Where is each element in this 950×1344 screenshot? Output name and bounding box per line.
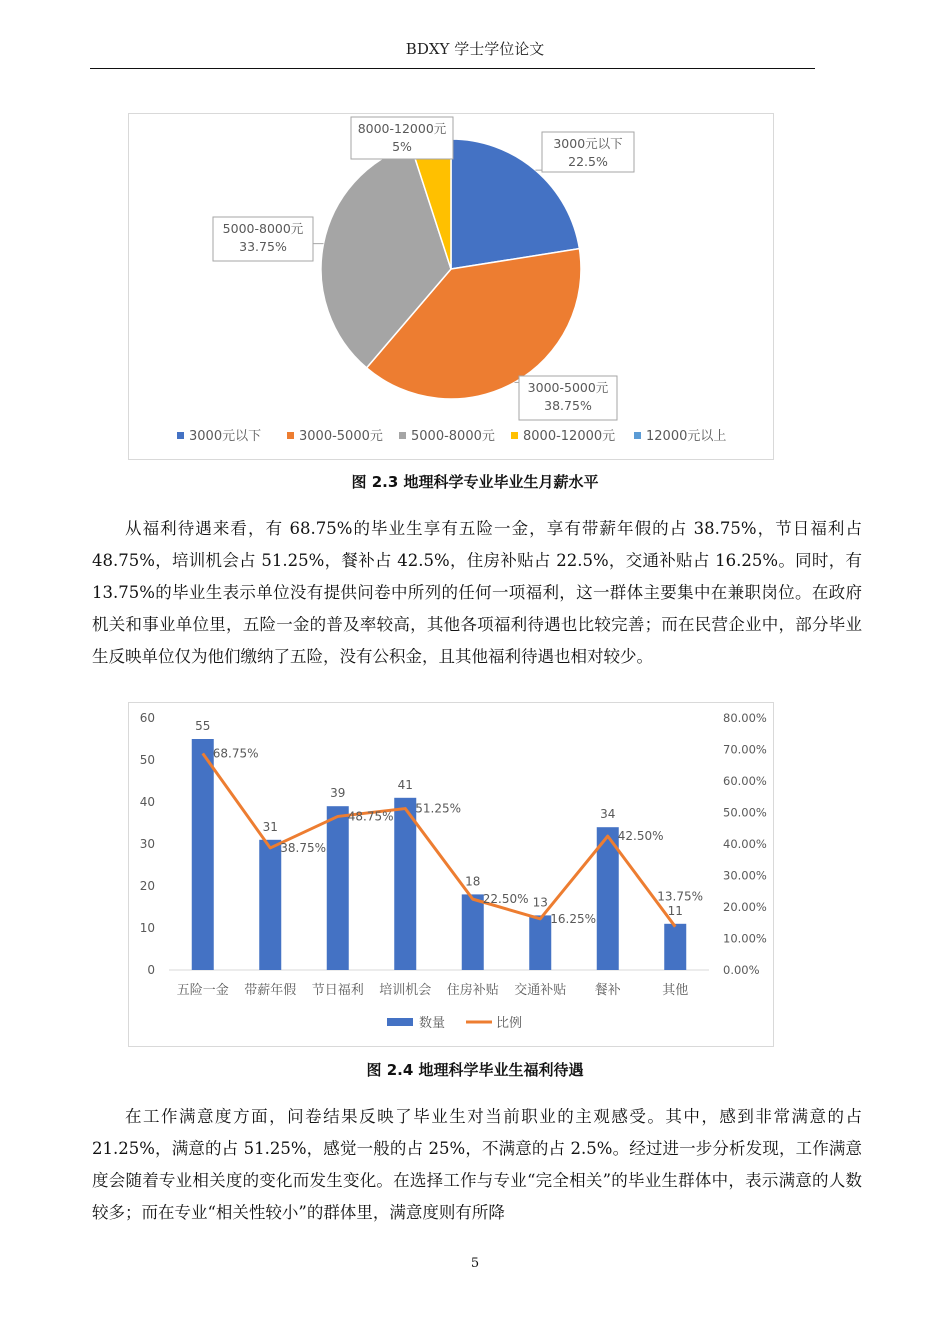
y-right-tick: 70.00%	[723, 742, 767, 757]
y-left-tick: 20	[139, 879, 155, 893]
data-label-category: 3000元以下	[553, 136, 623, 151]
x-tick-label: 带薪年假	[244, 983, 297, 998]
line-value-label: 68.75%	[212, 746, 259, 761]
figure-caption-2-4: 图 2.4 地理科学毕业生福利待遇	[366, 1061, 584, 1079]
data-label-value: 22.5%	[568, 154, 608, 169]
y-right-tick: 60.00%	[723, 774, 767, 788]
legend-swatch-bar	[387, 1018, 413, 1026]
y-right-tick: 40.00%	[723, 837, 767, 851]
legend-swatch	[399, 432, 406, 439]
legend-label: 12000元以上	[646, 429, 727, 444]
y-left-tick: 0	[147, 963, 155, 977]
body-paragraph-welfare: 从福利待遇来看，有 68.75%的毕业生享有五险一金，享有带薪年假的占 38.75%，节日福利占 48.75%，培训机会占 51.25%，餐补占 42.5%，住房补贴占 22.5%，交通补贴占 16.25%。同时，有 13.75%的毕业生表示单位没有提供问卷中所列的任何一项福利，这一群体主要集中在兼职岗位。在政府机关和事业单位里，五险一金的普及率较高，其他各项福利待遇也比较完善；而在民营企业中，部分毕业生反映单位仅为他们缴纳了五险，没有公积金，且其他福利待遇也相对较少。	[92, 519, 862, 666]
pie-chart	[129, 114, 773, 459]
bar-value-label: 34	[600, 807, 616, 822]
combo-chart-figure	[128, 702, 774, 1047]
legend-swatch	[287, 432, 294, 439]
running-header: BDXY 学士学位论文	[405, 40, 545, 58]
y-left-tick: 30	[139, 837, 155, 851]
legend-label-line: 比例	[496, 1016, 523, 1031]
line-value-label: 16.25%	[550, 911, 597, 926]
data-label-category: 3000-5000元	[527, 380, 609, 395]
y-left-tick: 50	[139, 753, 155, 767]
figure-caption-2-3: 图 2.3 地理科学专业毕业生月薪水平	[351, 473, 599, 491]
line-value-label: 38.75%	[280, 840, 327, 855]
y-right-tick: 80.00%	[723, 711, 767, 725]
body-paragraph-satisfaction: 在工作满意度方面，问卷结果反映了毕业生对当前职业的主观感受。其中，感到非常满意的占 21.25%，满意的占 51.25%，感觉一般的占 25%，不满意的占 2.5%。经过进一步分析发现，工作满意度会随着专业相关度的变化而发生变化。在选择工作与专业“完全相关”的毕业生群体中，表示满意的人数较多；而在专业“相关性较小”的群体里，满意度则有所降	[92, 1107, 862, 1222]
y-left-tick: 10	[139, 921, 155, 935]
bar	[327, 806, 349, 970]
bar	[462, 894, 484, 970]
page-number: 5	[470, 1256, 480, 1271]
data-label-value: 33.75%	[239, 239, 287, 254]
legend-swatch	[177, 432, 184, 439]
y-left-tick: 60	[139, 711, 155, 725]
x-tick-label: 节日福利	[311, 983, 364, 998]
data-label-value: 38.75%	[544, 398, 592, 413]
bar	[529, 915, 551, 970]
legend-label: 3000-5000元	[299, 429, 383, 444]
data-label-value: 5%	[392, 139, 412, 154]
x-tick-label: 其他	[662, 983, 689, 998]
x-tick-label: 住房补贴	[446, 983, 499, 998]
line-value-label: 13.75%	[657, 889, 704, 904]
bar	[259, 840, 281, 970]
y-right-tick: 20.00%	[723, 900, 767, 914]
legend-label: 5000-8000元	[411, 429, 495, 444]
x-tick-label: 五险一金	[176, 983, 229, 998]
legend-swatch	[511, 432, 518, 439]
y-right-tick: 0.00%	[723, 963, 760, 977]
bar-value-label: 11	[667, 903, 683, 918]
y-right-tick: 30.00%	[723, 868, 767, 883]
bar-value-label: 18	[465, 874, 481, 889]
y-left-tick: 40	[139, 795, 155, 809]
x-tick-label: 餐补	[594, 983, 621, 998]
data-label-category: 8000-12000元	[357, 121, 447, 136]
x-tick-label: 培训机会	[379, 983, 432, 998]
bar-value-label: 41	[397, 777, 413, 792]
legend-label: 8000-12000元	[523, 429, 616, 444]
bar-value-label: 31	[262, 819, 278, 834]
y-right-tick: 10.00%	[723, 931, 767, 946]
bar-line-chart	[129, 703, 773, 1046]
header-rule	[90, 68, 815, 69]
x-tick-label: 交通补贴	[514, 983, 567, 998]
bar	[192, 739, 214, 970]
data-label-category: 5000-8000元	[222, 221, 304, 236]
bar	[394, 798, 416, 970]
bar	[664, 924, 686, 970]
legend-label: 3000元以下	[189, 429, 262, 444]
y-right-tick: 50.00%	[723, 805, 767, 820]
bar-value-label: 55	[195, 719, 211, 733]
line-value-label: 42.50%	[617, 829, 664, 844]
legend-swatch	[634, 432, 641, 439]
legend-label-bar: 数量	[419, 1016, 446, 1031]
bar-value-label: 39	[330, 786, 346, 801]
line-value-label: 51.25%	[415, 801, 462, 816]
line-value-label: 48.75%	[347, 809, 394, 824]
pie-chart-figure	[128, 113, 774, 460]
bar-value-label: 13	[532, 895, 548, 910]
line-value-label: 22.50%	[482, 892, 529, 907]
